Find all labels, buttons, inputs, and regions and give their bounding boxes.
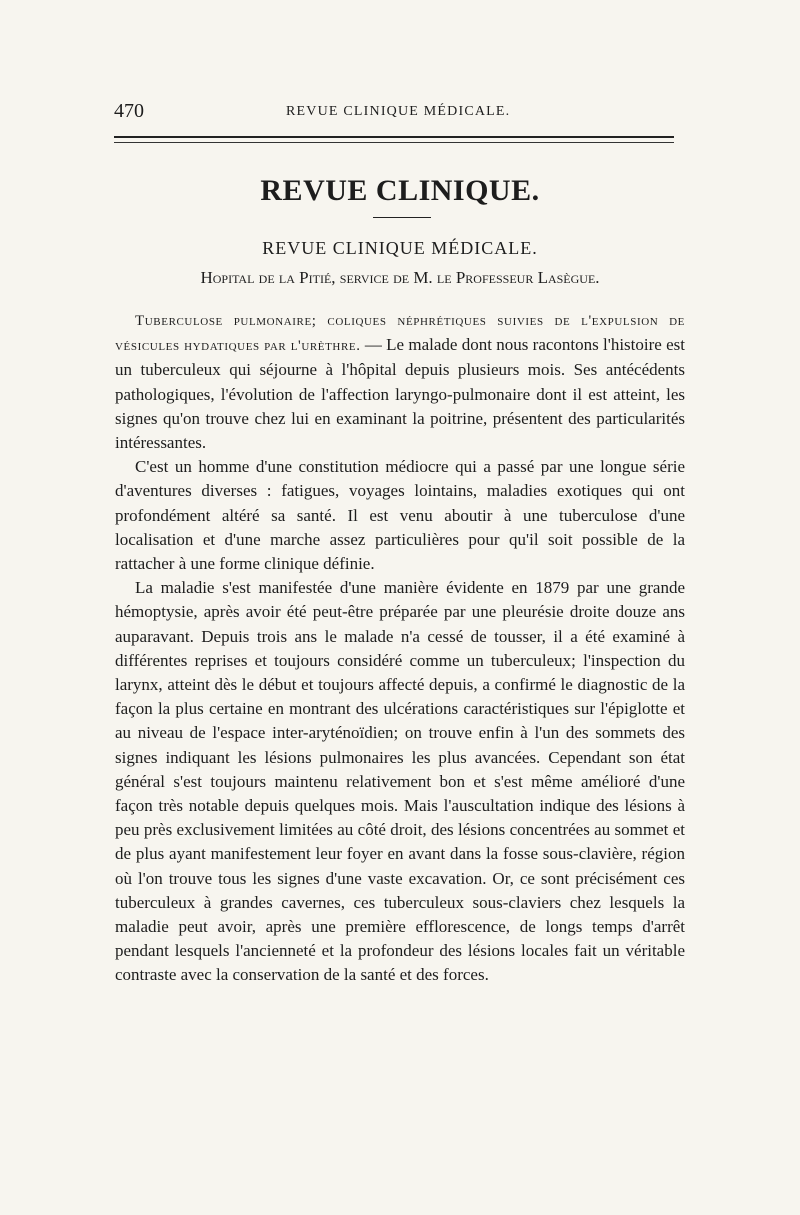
running-head (114, 100, 674, 124)
paragraph-3: La maladie s'est manifestée d'une manière évidente en 1879 par une grande hémoptysie, après avoir été peut-être préparée par une pleurésie droite douze ans auparavant. Depuis trois ans le malade n'a cessé de tousser, il a été examiné à différentes reprises et toujours considéré comme un tuberculeux; l'inspection du larynx, atteint dès le début et toujours affecté depuis, a confirmé le diagnostic de la façon la plus certaine en montrant des ulcérations caractéristiques sur l'épiglotte et au niveau de l'espace inter-aryténoïdien; on trouve enfin à l'un des sommets des signes indiquant les lésions pulmonaires les plus avancées. Cependant son état général s'est toujours maintenu relativement bon et s'est même amélioré d'une façon très notable depuis quelques mois. Mais l'auscultation indique des lésions à peu près exclusivement limitées au côté droit, des lésions concentrées au sommet et de plus ayant manifestement leur foyer en avant dans la fosse sous-clavière, région où l'on trouve tous les signes d'une vaste excavation. Or, ce sont précisément ces tuberculeux à grandes cavernes, ces tuberculeux sous-claviers chez lesquels la maladie peut avoir, après une première efflorescence, de longs temps d'arrêt pendant lesquels l'ancienneté et la profondeur des lésions locales fait un véritable contraste avec la conservation de la santé et des forces. (115, 578, 685, 985)
running-title: REVUE CLINIQUE MÉDICALE. (286, 104, 511, 119)
page-number: 470 (114, 100, 144, 122)
paragraph-2: C'est un homme d'une constitution médiocre qui a passé par une longue série d'aventures diverses : fatigues, voyages lointains, maladies exotiques qui ont profondément altéré sa santé. Il est venu aboutir à une tuberculose d'une localisation et d'une marche assez particulières pour qu'il soit possible de la rattacher à une forme clinique définie. (115, 457, 685, 574)
hospital-line: Hopital de la Pitié, service de M. le Professeur Lasègue. (200, 268, 600, 287)
section-title: REVUE CLINIQUE. (260, 174, 540, 207)
article-body (115, 308, 685, 988)
header-rule (114, 136, 674, 143)
paragraph-1-text: — Le malade dont nous racontons l'histoire est un tuberculeux qui séjourne à l'hôpital depuis plusieurs mois. Ses antécédents pathologiques, l'évolution de l'affection laryngo-pulmonaire dont il est atteint, les signes qu'on trouve chez lui en examinant la poitrine, présentent des particularités intéressantes. (115, 335, 685, 453)
title-divider (373, 217, 431, 218)
article-heading: Tuberculose pulmonaire; coliques néphrétiques suivies de l'expulsion de vésicules hydatiques par l'urèthre. (115, 313, 685, 355)
paragraph-1 (115, 308, 685, 455)
subsection-title: REVUE CLINIQUE MÉDICALE. (262, 238, 538, 258)
